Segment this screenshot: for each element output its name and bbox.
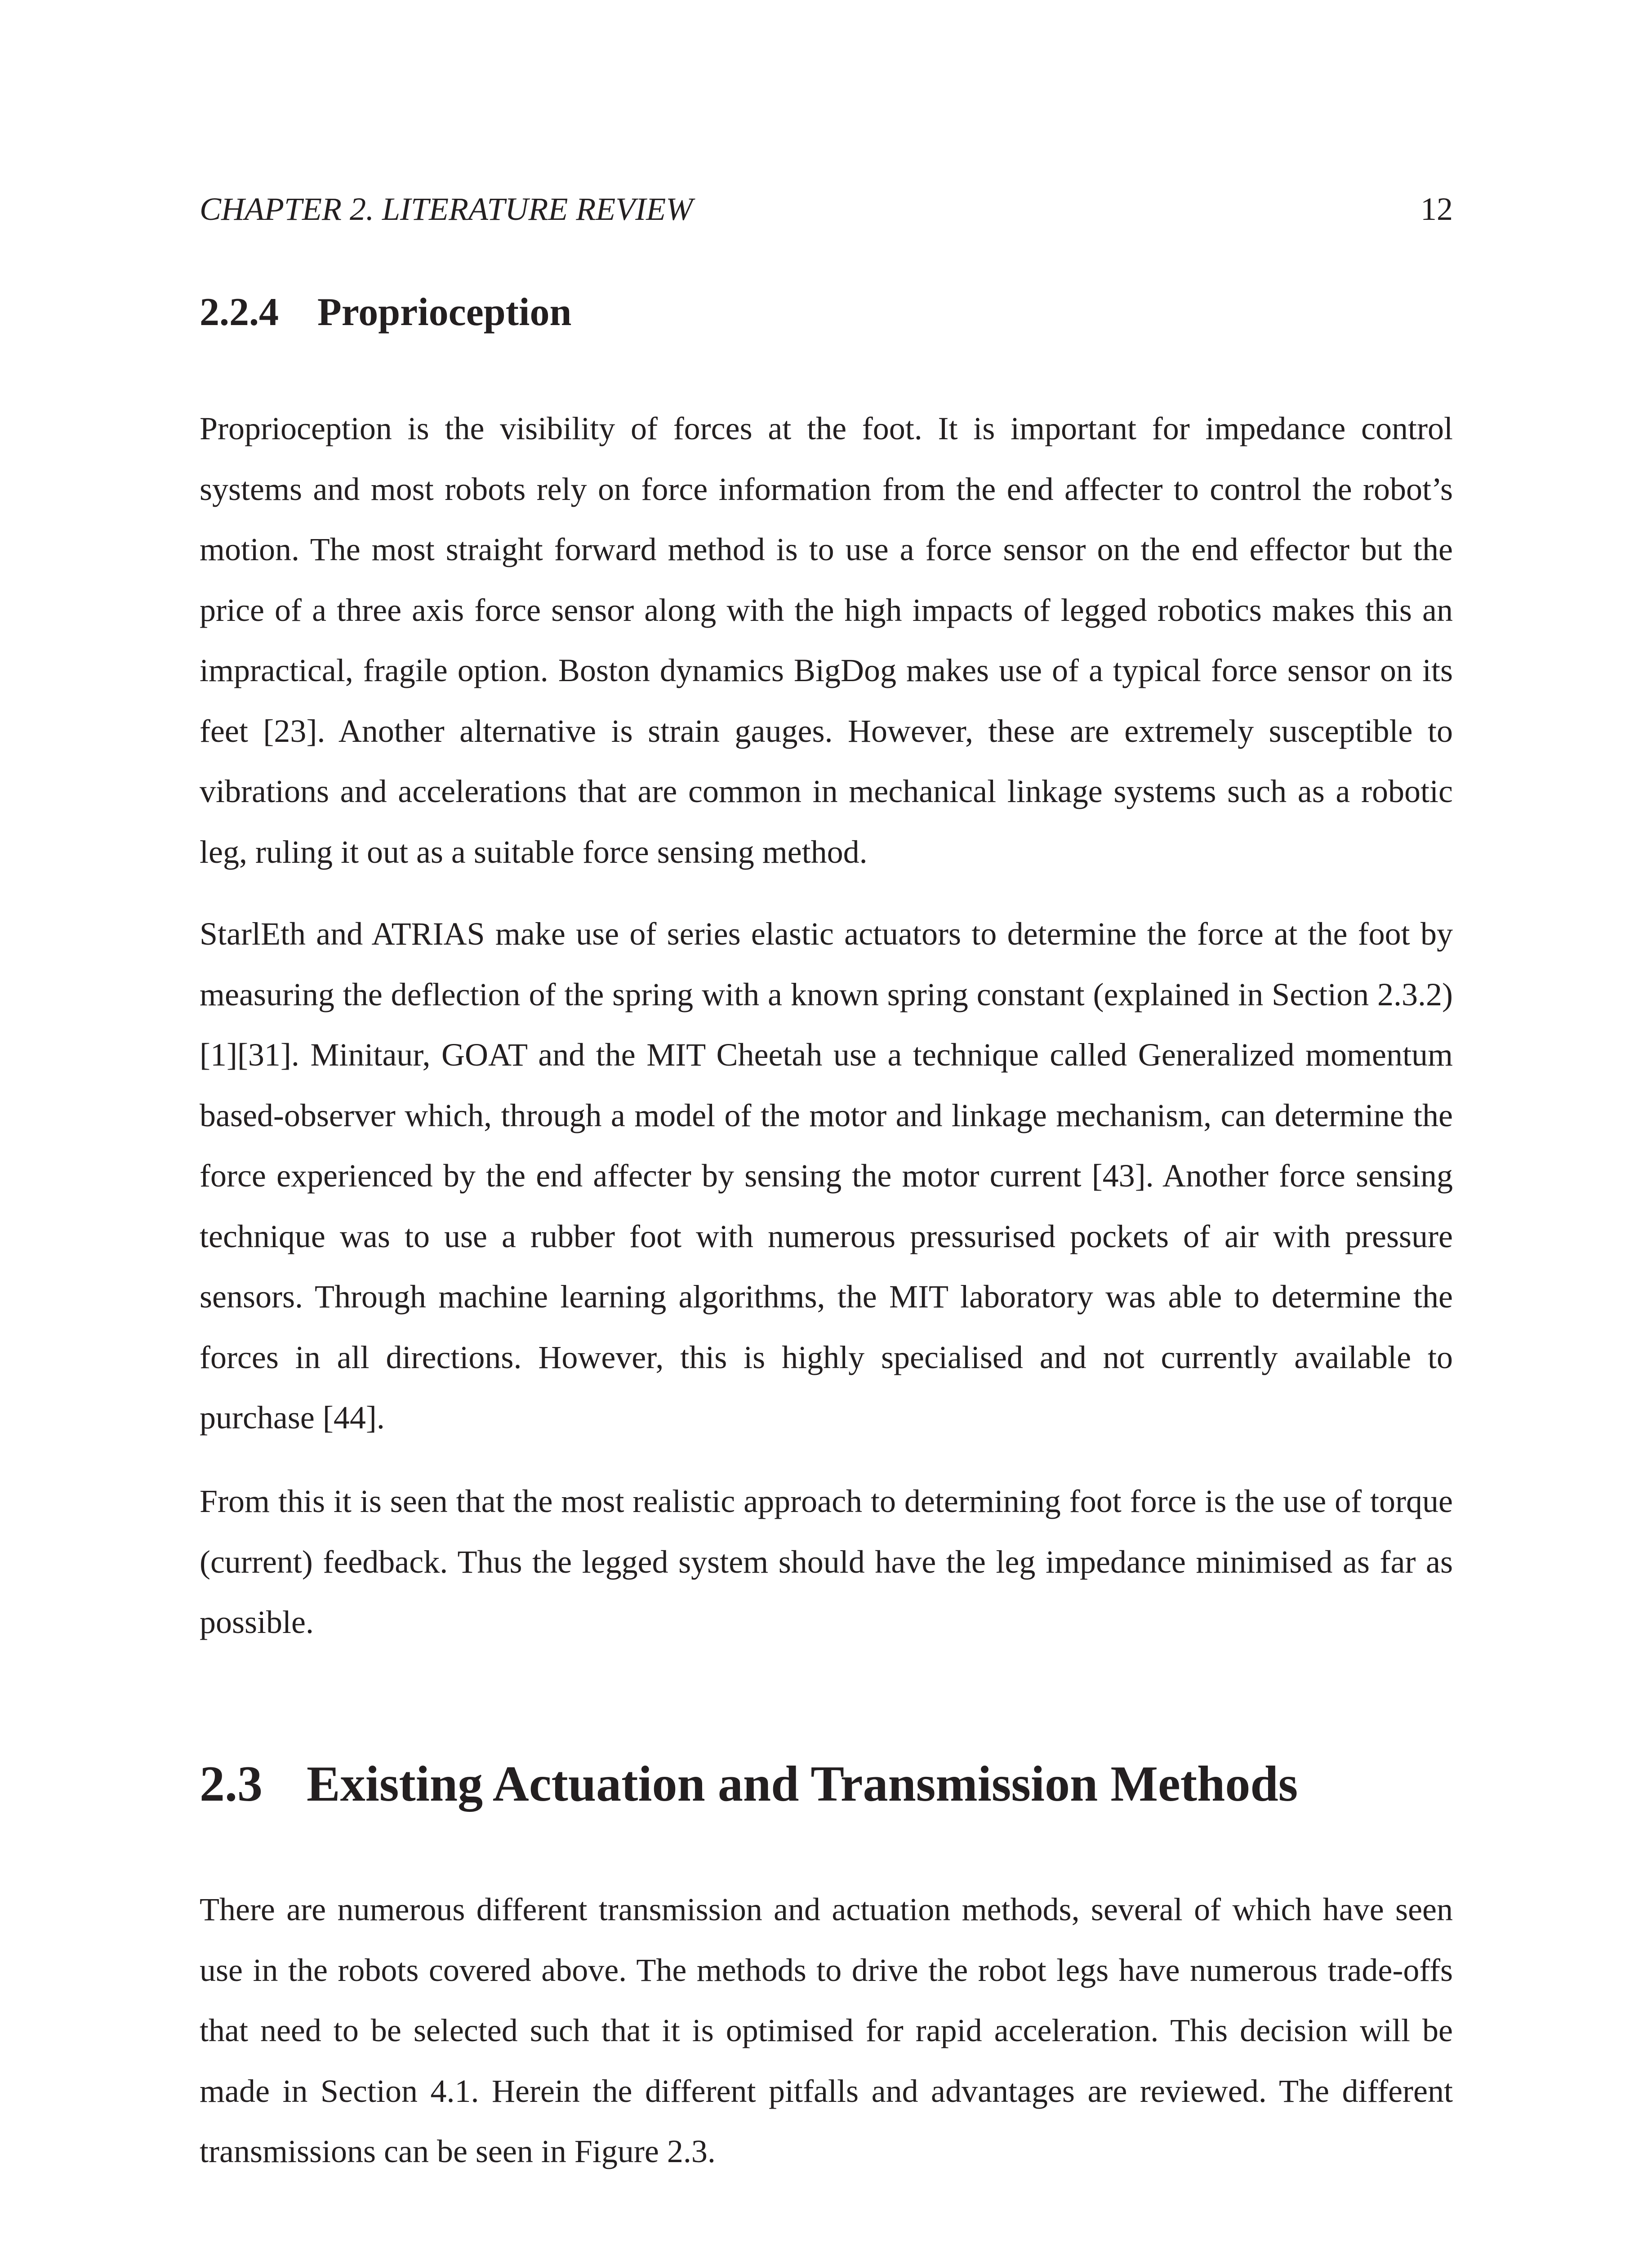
section-title: Existing Actuation and Transmission Methods — [307, 1756, 1298, 1812]
running-header — [200, 189, 1453, 229]
section-heading — [200, 1753, 1298, 1815]
subsection-title: Proprioception — [317, 290, 572, 334]
paragraph-transmission-intro: There are numerous different transmission and actuation methods, several of which have seen use in the robots covered above. The methods to drive the robot legs have numerous trade-offs that need to be selected such that it is optimised for rapid acceleration. This decision will be made in Section 4.1. Herein the different pitfalls and advantages are reviewed. The different transmissions can be seen in Figure 2.3. — [200, 1891, 1453, 2169]
subsection-number: 2.2.4 — [200, 290, 279, 334]
paragraph-conclusion: From this it is seen that the most realistic approach to determining foot force is the use of torque (current) feedback. Thus the legged system should have the leg impedance minimised as far as possible. — [200, 1483, 1453, 1640]
subsection-heading — [200, 288, 571, 337]
page-number: 12 — [1420, 191, 1453, 227]
paragraph-force-sensing-methods: StarlEth and ATRIAS make use of series elastic actuators to determine the force at the foot by measuring the deflection of the spring with a known spring constant (explained in Section 2.3.2) [1][31]. Minitaur, GOAT and the MIT Cheetah use a technique called Generalized momentum based-observer which, through a model of the motor and linkage mechanism, can determine the force experienced by the end affecter by sensing the motor current [43]. Another force sensing technique was to use a rubber foot with numerous pressurised pockets of air with pressure sensors. Through machine learning algorithms, the MIT laboratory was able to determine the forces in all directions. However, this is highly specialised and not currently available to purchase [44]. — [200, 916, 1453, 1436]
section-number: 2.3 — [200, 1756, 263, 1812]
chapter-title: CHAPTER 2. LITERATURE REVIEW — [200, 191, 693, 227]
paragraph-proprioception: Proprioception is the visibility of forces at the foot. It is important for impedance control systems and most robots rely on force information from the end affecter to control the robot’s motion. The most straight forward method is to use a force sensor on the end effector but the price of a three axis force sensor along with the high impacts of legged robotics makes this an impractical, fragile option. Boston dynamics BigDog makes use of a typical force sensor on its feet [23]. Another alternative is strain gauges. However, these are extremely susceptible to vibrations and accelerations that are common in mechanical linkage systems such as a robotic leg, ruling it out as a suitable force sensing method. — [200, 410, 1453, 870]
